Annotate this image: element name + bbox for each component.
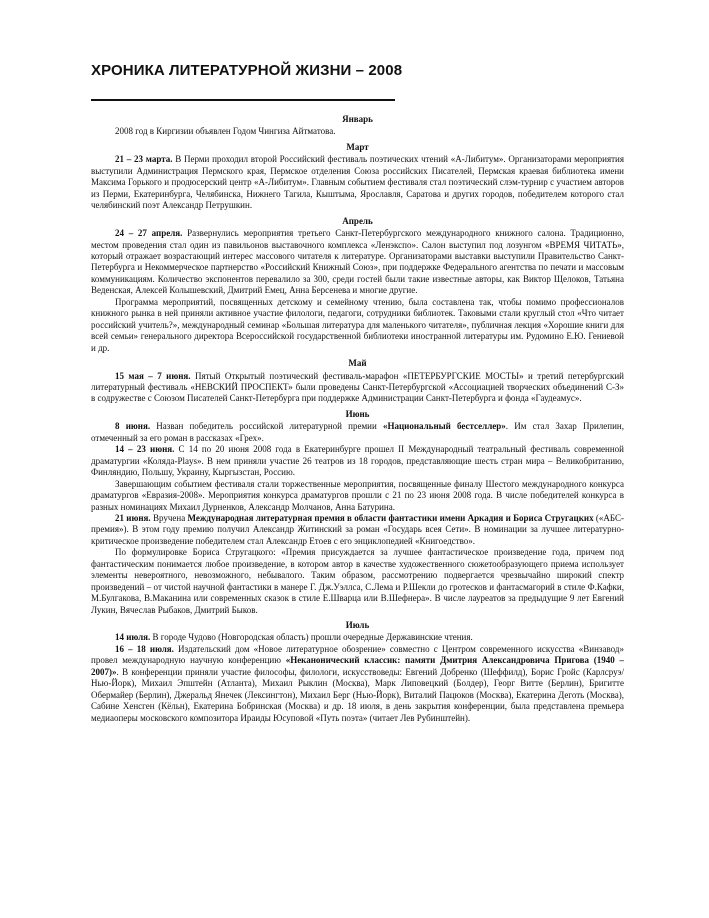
paragraph-june-3: Завершающим событием фестиваля стали торжественные мероприятия, посвященные финалу Шестого международного конкурса драматургов «Евразия-2008». Мероприятия конкурса драматургов прошли с 21 по 23 июня 2008 года. В числе победителей конкурса в разных номинациях Михаил Дурненков, Александр Молчанов, Анна Батурина.	[91, 478, 624, 512]
paragraph-june-5: По формулировке Бориса Стругацкого: «Премия присуждается за лучшее фантастическое произведение года, причем под фантастическим понимается любое произведение, в котором автор в качестве художественного сюжетообразующего приема использует элементы невероятного, невозможного, небывалого. Таким образом, рассмотрению подвергается чрезвычайно широкий спектр произведений – от чистой научной фантастики в манере Г. Дж.Уэллса, С.Лема и Р.Шекли до гротесков и фантасмагорий в стиле Ф.Кафки, М.Булгакова, В.Маканина или современных сказок в стиле Е.Шварца или В.Шефнера». В числе лауреатов за предыдущие 9 лет Евгений Лукин, Вячеслав Рыбаков, Дмитрий Быков.	[91, 547, 624, 615]
page-title: ХРОНИКА ЛИТЕРАТУРНОЙ ЖИЗНИ – 2008	[91, 62, 403, 79]
prize-name: «Национальный бестселлер»	[383, 421, 506, 432]
paragraph-june-4	[91, 513, 624, 547]
month-heading-july: Июль	[345, 620, 370, 631]
paragraph-march-1	[91, 154, 624, 211]
month-heading-june: Июнь	[345, 408, 370, 419]
month-heading-may: Май	[348, 358, 367, 369]
event-text: («АБС-премия»). В этом году премию получил Александр Житинский за роман «Государь всея Сети». В номинации за лучшее литературно-критическое произведение победителем стал Александр Етоев с его энциклопедией «Книгоедство».	[91, 512, 624, 546]
paragraph-june-1	[91, 421, 624, 444]
event-date: 8 июня.	[115, 421, 151, 432]
event-date: 21 июня.	[115, 512, 151, 523]
title-rule	[91, 99, 395, 101]
event-text: Назван победитель российской литературной премии	[150, 421, 383, 432]
month-heading-april: Апрель	[342, 215, 373, 226]
event-text: С 14 по 20 июня 2008 года в Екатеринбурге прошел II Международный театральный фестиваль современной драматургии «Коляда-Plays». В нем приняли участие 26 театров из 18 городов, представляющие шесть стран мира – Великобританию, Финляндию, Польшу, Украину, Кыргызстан, Россию.	[91, 444, 624, 478]
paragraph-january-1: 2008 год в Киргизии объявлен Годом Чингиза Айтматова.	[115, 126, 336, 137]
event-date: 15 мая – 7 июня.	[115, 370, 191, 381]
event-text: Пятый Открытый поэтический фестиваль-марафон «ПЕТЕРБУРГСКИЕ МОСТЫ» и третий петербургский литературный фестиваль «НЕВСКИЙ ПРОСПЕКТ» были проведены Санкт-Петербургской «Ассоциацией творческих объединений С-З» в содружестве с Союзом Писателей Санкт-Петербурга при поддержке Администрации Санкт-Петербурга и фонда «Гаудеамус».	[91, 370, 624, 404]
event-date: 21 – 23 марта.	[115, 154, 173, 165]
conference-name: «Неканонический классик: памяти Дмитрия Александровича Пригова (1940 – 2007)»	[91, 655, 624, 677]
event-text: . Им стал Захар Прилепин, отмеченный за его роман в рассказах «Грех».	[91, 421, 624, 443]
event-date: 14 июля.	[115, 632, 151, 643]
paragraph-april-1	[91, 228, 624, 297]
event-text: Вручена	[150, 512, 188, 523]
event-text: . В конференции приняли участие философы, филологи, искусствоведы: Евгений Добренко (Шеффилд), Борис Гройс (Карлсруэ/Нью-Йорк), Михаил Эпштейн (Атланта), Михаил Рыклин (Москва), Марк Липовецкий (Болдер), Георг Витте (Берлин), Бригитте Обермайер (Берлин), Джеральд Янечек (Лексингтон), Михаил Берг (Нью-Йорк), Виталий Пацюков (Москва), Екатерина Деготь (Москва), Сабине Хенсген (Кёльн), Екатерина Бобринская (Москва) и др. 18 июля, в день закрытия конференции, была представлена премьера медиаоперы московского композитора Ираиды Юсуповой «Путь поэта» (читает Лев Рубинштейн).	[91, 666, 624, 723]
event-date: 14 – 23 июня.	[115, 444, 175, 455]
event-text: В Перми проходил второй Российский фестиваль поэтических чтений «А-Либитум». Организаторами мероприятия выступили Администрация Пермского края, Пермское отделения Союза российских Писателей, Пермская краевая библиотека имени Максима Горького и продюсерский центр «А-Либитум». Главным событием фестиваля стал поэтический слэм-турнир с участием авторов из Перми, Екатеринбурга, Челябинска, Нижнего Тагила, Кыштыма, Ярославля, Саратова и других городов, победителем которого стал челябинский поэт Александр Петрушкин.	[91, 154, 624, 211]
month-heading-january: Январь	[342, 114, 373, 124]
event-text: Развернулись мероприятия третьего Санкт-Петербургского международного книжного салона. Традиционно, местом проведения стал один из павильонов выставочного комплекса «Ленэкспо». Салон выступил под лозунгом «ВРЕМЯ ЧИТАТЬ», который отражает возрастающий интерес массового читателя к литературе. Организаторами выставки выступили Правительство Санкт-Петербурга и Некоммерческое партнерство «Российский Книжный Союз», при поддержке Федерального агентства по печати и массовым коммуникациям. Количество экспонентов перевалило за 300, среди гостей были такие известные авторы, как Виктор Щелоков, Татьяна Веденская, Алексей Колышевский, Дмитрий Емец, Анна Берсенева и многие другие.	[91, 228, 624, 296]
paragraph-april-2: Программа мероприятий, посвященных детскому и семейному чтению, была составлена так, чтобы помимо профессионалов книжного рынка в ней приняли активное участие филологи, педагоги, сотрудники библиотек. Таковыми стали круглый стол «Что читает российский учитель?», международный семинар «Большая литература для маленького читателя», публичная лекция «Хорошие книги для всей семьи» генерального директора Всероссийской государственной библиотеки иностранной литературы им. Рудомино Е.Ю. Гениевой и др.	[91, 296, 624, 353]
event-text: Издательский дом «Новое литературное обозрение» совместно с Центром современного искусства «Винзавод» провел международную научную конференцию	[91, 643, 624, 666]
chronicle-body	[91, 114, 624, 724]
paragraph-june-2	[91, 444, 624, 478]
paragraph-july-1	[91, 632, 624, 643]
month-heading-march: Март	[346, 141, 369, 152]
event-date: 16 – 18 июля.	[115, 643, 174, 654]
paragraph-july-2	[91, 644, 624, 724]
paragraph-may-1	[91, 371, 624, 405]
event-text: В городе Чудово (Новгородская область) прошли очередные Державинские чтения.	[150, 632, 473, 643]
event-date: 24 – 27 апреля.	[115, 228, 183, 239]
prize-name: Международная литературная премия в области фантастики имени Аркадия и Бориса Стругацких	[187, 512, 594, 523]
